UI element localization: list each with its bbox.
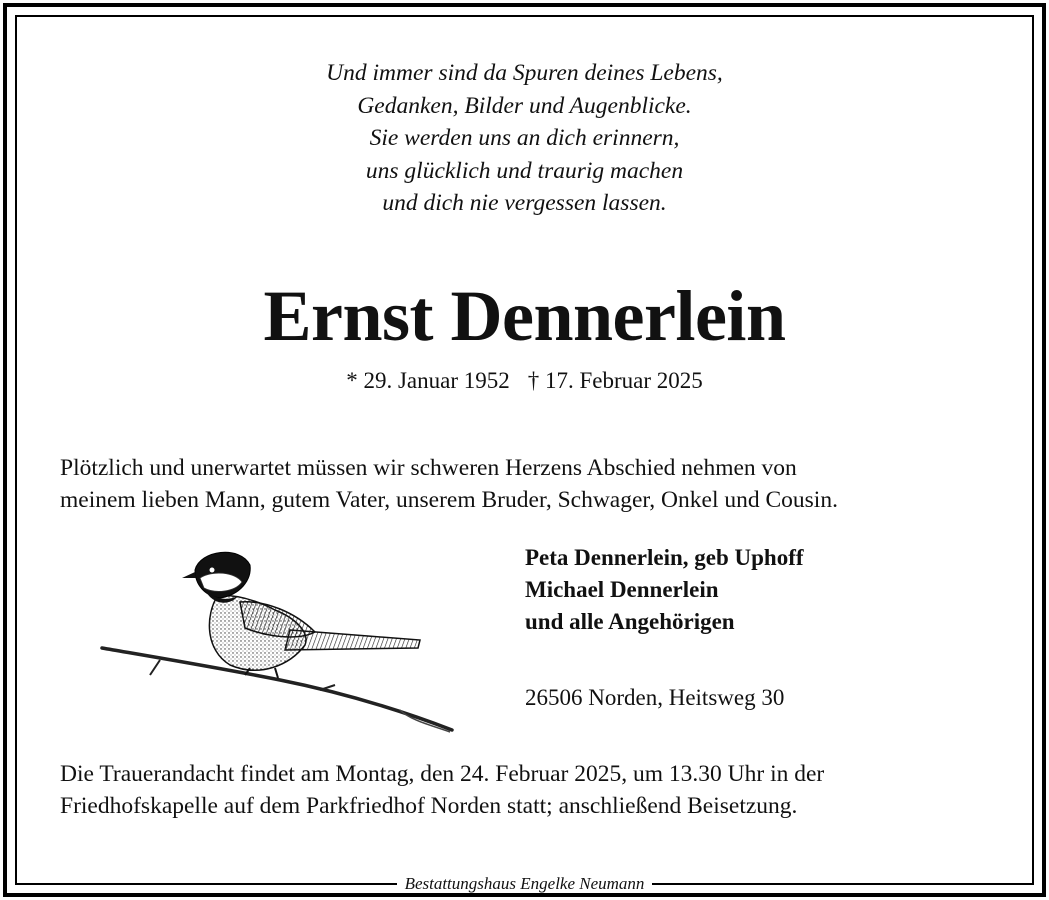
announcement-line: meinem lieben Mann, gutem Vater, unserem Bruder, Schwager, Onkel und Cousin. (60, 486, 838, 513)
announcement-line: Plötzlich und unerwartet müssen wir schweren Herzens Abschied nehmen von (60, 455, 797, 481)
memorial-poem (0, 57, 1049, 220)
mourner-address: 26506 Norden, Heitsweg 30 (525, 685, 785, 710)
poem-line: Sie werden uns an dich erinnern, (369, 125, 680, 151)
poem-line: Gedanken, Bilder und Augenblicke. (357, 92, 692, 119)
mourner-name: Peta Dennerlein, geb Uphoff (525, 545, 804, 570)
funeral-home-name: Bestattungshaus Engelke Neumann (397, 874, 653, 893)
mourner-name: und alle Angehörigen (525, 609, 735, 634)
deceased-name: Ernst Dennerlein (263, 276, 786, 356)
funeral-home (0, 873, 1049, 895)
service-info (60, 759, 824, 822)
poem-line: und dich nie vergessen lassen. (382, 190, 667, 216)
mourners-list (525, 542, 804, 638)
announcement-text (60, 453, 838, 516)
death-date: † 17. Februar 2025 (527, 368, 703, 393)
bird-on-branch-icon (100, 540, 460, 740)
service-info-line: Die Trauerandacht findet am Montag, den 24. Februar 2025, um 13.30 Uhr in der (60, 761, 825, 787)
birth-date: * 29. Januar 1952 (346, 368, 510, 393)
service-info-line: Friedhofskapelle auf dem Parkfriedhof Norden statt; anschließend Beisetzung. (60, 792, 798, 819)
poem-line: uns glücklich und traurig machen (365, 157, 684, 184)
poem-line: Und immer sind da Spuren deines Lebens, (326, 60, 723, 86)
life-dates (0, 366, 1049, 396)
mourner-name: Michael Dennerlein (525, 577, 719, 602)
